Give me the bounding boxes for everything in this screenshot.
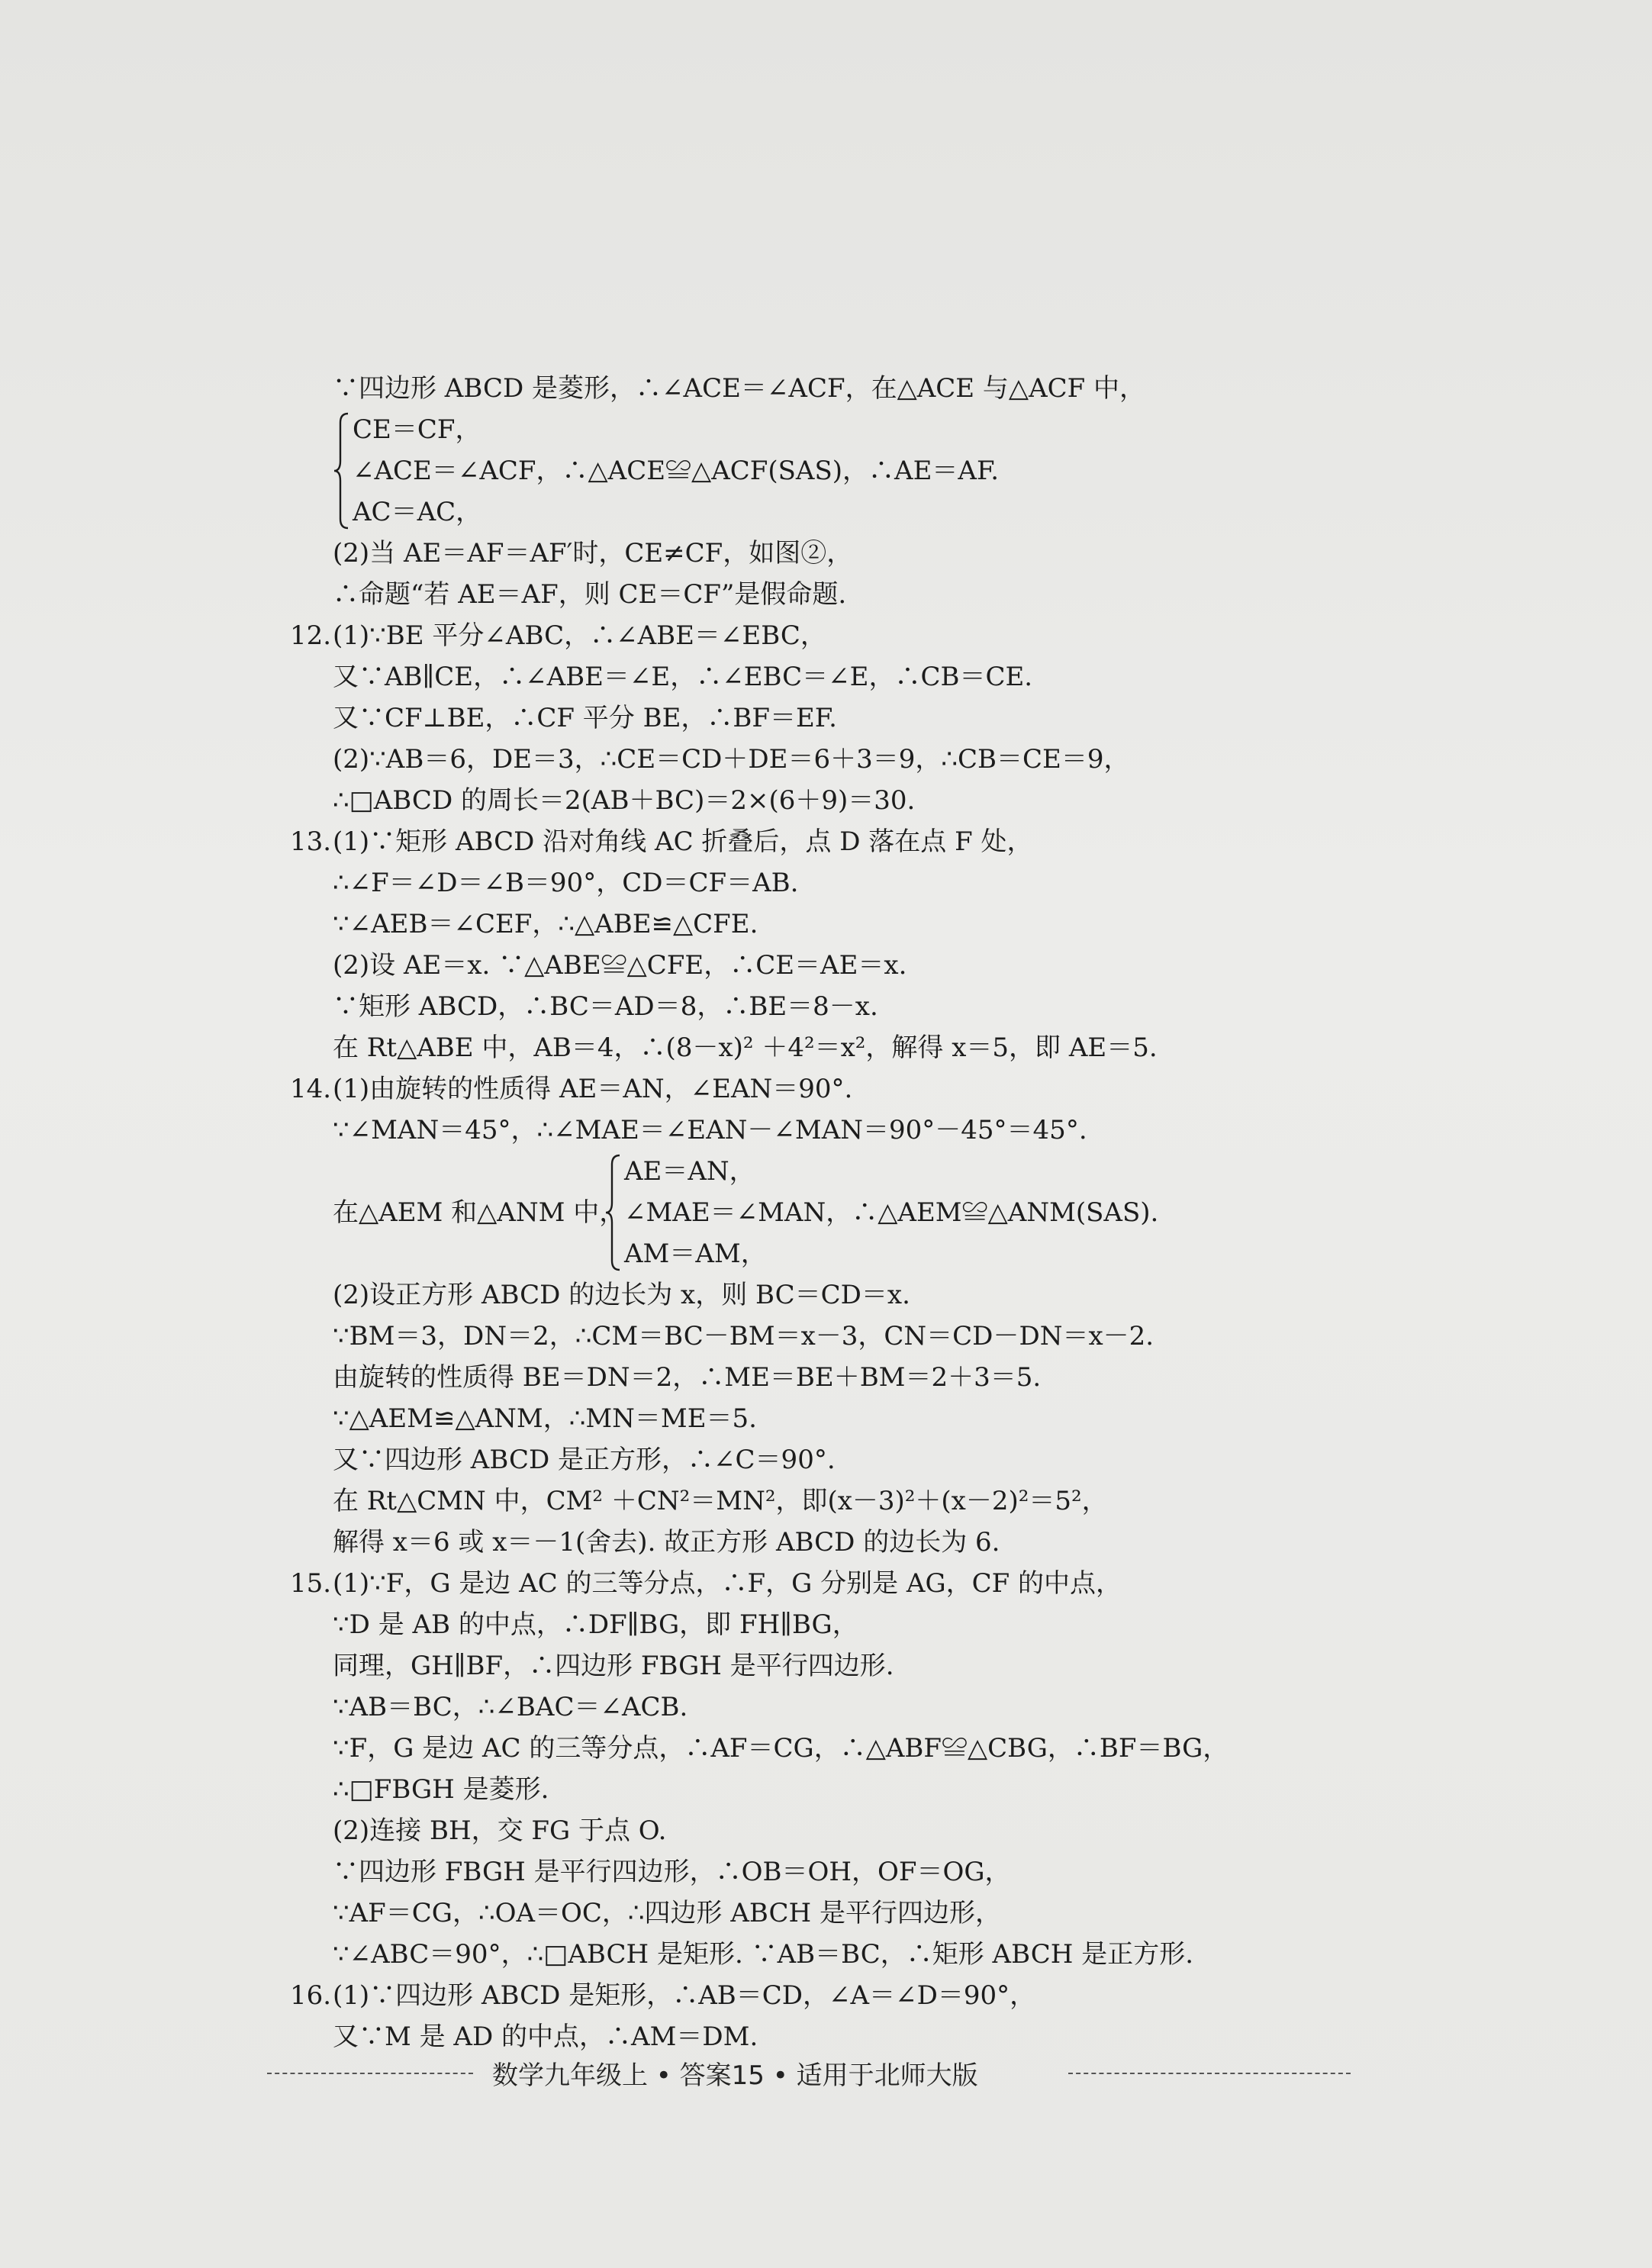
line-text: ∵D 是 AB 的中点，∴DF∥BG，即 FH∥BG，	[333, 1609, 858, 1640]
line-text: ∵∠AEB＝∠CEF，∴△ABE≌△CFE.	[333, 909, 758, 939]
footer-divider	[267, 2073, 473, 2074]
system-row: AM＝AM，	[624, 1239, 767, 1269]
line-text: 又∵M 是 AD 的中点，∴AM＝DM.	[333, 2022, 758, 2052]
system-row: AC＝AC，	[353, 497, 482, 527]
text-line	[290, 1439, 1587, 1480]
text-line	[290, 1687, 1587, 1728]
left-brace-icon	[333, 412, 349, 530]
line-text: (1)∵BE 平分∠ABC，∴∠ABE＝∠EBC，	[333, 620, 826, 651]
line-text: ∴□FBGH 是菱形.	[333, 1774, 549, 1805]
line-text: 又∵四边形 ABCD 是正方形，∴∠C＝90°.	[333, 1445, 836, 1475]
text-line	[290, 945, 1587, 986]
page-footer	[267, 2050, 1351, 2096]
line-text: ∴∠F＝∠D＝∠B＝90°，CD＝CF＝AB.	[333, 868, 799, 898]
line-text: ∴□ABCD 的周长＝2(AB＋BC)＝2×(6＋9)＝30.	[333, 785, 916, 816]
line-text: (2)∵AB＝6，DE＝3，∴CE＝CD＋DE＝6＋3＝9，∴CB＝CE＝9，	[333, 744, 1130, 775]
text-line	[290, 1851, 1587, 1893]
text-line	[290, 1316, 1587, 1357]
system-lead: 在△AEM 和△ANM 中，	[333, 1197, 626, 1228]
text-line	[290, 862, 1587, 904]
line-text: ∵AB＝BC，∴∠BAC＝∠ACB.	[333, 1692, 688, 1722]
line-text: (1)∵矩形 ABCD 沿对角线 AC 折叠后，点 D 落在点 F 处，	[333, 826, 1033, 857]
line-text: ∵矩形 ABCD，∴BC＝AD＝8，∴BE＝8－x.	[333, 991, 878, 1022]
line-text: 又∵AB∥CE，∴∠ABE＝∠E，∴∠EBC＝∠E，∴CB＝CE.	[333, 662, 1033, 692]
line-text: ∵∠ABC＝90°，∴□ABCH 是矩形. ∵AB＝BC，∴矩形 ABCH 是正方形.	[333, 1939, 1194, 1970]
text-line	[290, 1398, 1587, 1439]
footer-text: 数学九年级上 • 答案15 • 适用于北师大版	[492, 2060, 978, 2091]
text-line	[290, 1728, 1587, 1769]
footer-divider	[1068, 2073, 1351, 2074]
question-number: 13.	[290, 826, 332, 857]
text-line	[290, 1522, 1587, 1563]
system-row: ∠ACE＝∠ACF，∴△ACE≌△ACF(SAS)，∴AE＝AF.	[353, 456, 1000, 486]
system-row: CE＝CF，	[353, 414, 481, 445]
text-line	[290, 656, 1587, 697]
line-text: 解得 x＝6 或 x＝－1(舍去). 故正方形 ABCD 的边长为 6.	[333, 1527, 1000, 1558]
line-text: ∵AF＝CG，∴OA＝OC，∴四边形 ABCH 是平行四边形，	[333, 1898, 1001, 1928]
line-text: 同理，GH∥BF，∴四边形 FBGH 是平行四边形.	[333, 1651, 894, 1681]
line-text: (2)连接 BH，交 FG 于点 O.	[333, 1815, 667, 1846]
text-line	[290, 533, 1587, 574]
text-line	[290, 1480, 1587, 1522]
text-line	[290, 1027, 1587, 1068]
line-text: 由旋转的性质得 BE＝DN＝2，∴ME＝BE＋BM＝2＋3＝5.	[333, 1362, 1042, 1393]
line-text: 在 Rt△ABE 中，AB＝4，∴(8－x)² ＋4²＝x²，解得 x＝5，即 AE＝5.	[333, 1033, 1158, 1063]
text-line	[290, 986, 1587, 1027]
system-row: ∠MAE＝∠MAN，∴△AEM≌△ANM(SAS).	[624, 1197, 1159, 1228]
text-line	[290, 1810, 1587, 1851]
text-line	[290, 368, 1587, 409]
text-line	[290, 574, 1587, 615]
question-number: 14.	[290, 1074, 332, 1104]
question-number: 16.	[290, 1980, 332, 2011]
text-line	[290, 1110, 1587, 1151]
system-row: AE＝AN，	[624, 1156, 755, 1187]
line-text: 在 Rt△CMN 中，CM² ＋CN²＝MN²，即(x－3)²＋(x－2)²＝5²，	[333, 1486, 1108, 1516]
text-line	[290, 904, 1587, 945]
line-text: (1)∵F，G 是边 AC 的三等分点，∴F，G 分别是 AG，CF 的中点，	[333, 1568, 1122, 1599]
equation-system	[290, 1151, 1587, 1274]
question-number: 15.	[290, 1568, 332, 1599]
system-rows	[353, 409, 999, 533]
text-line	[290, 1769, 1587, 1810]
line-text: ∵△AEM≌△ANM，∴MN＝ME＝5.	[333, 1403, 757, 1434]
question-line	[290, 1068, 1587, 1110]
text-line	[290, 739, 1587, 780]
line-text: (2)设 AE＝x. ∵△ABE≌△CFE，∴CE＝AE＝x.	[333, 950, 907, 981]
line-text: (2)设正方形 ABCD 的边长为 x，则 BC＝CD＝x.	[333, 1280, 910, 1310]
question-line	[290, 615, 1587, 656]
question-line	[290, 1975, 1587, 2016]
question-line	[290, 1563, 1587, 1604]
line-text: ∴命题“若 AE＝AF，则 CE＝CF”是假命题.	[333, 579, 847, 610]
equation-system	[290, 409, 1587, 533]
text-line	[290, 1357, 1587, 1398]
text-line	[290, 697, 1587, 739]
line-text: 又∵CF⊥BE，∴CF 平分 BE，∴BF＝EF.	[333, 703, 837, 733]
text-line	[290, 1645, 1587, 1687]
answer-block-1	[290, 533, 1587, 1151]
text-line	[290, 1274, 1587, 1316]
line-text: ∵F，G 是边 AC 的三等分点，∴AF＝CG，∴△ABF≌△CBG，∴BF＝BG，	[333, 1733, 1229, 1764]
question-line	[290, 821, 1587, 862]
answer-content	[290, 368, 1587, 2057]
line-text: (1)由旋转的性质得 AE＝AN，∠EAN＝90°.	[333, 1074, 853, 1104]
left-brace-icon	[604, 1154, 621, 1271]
line-text: ∵四边形 ABCD 是菱形，∴∠ACE＝∠ACF，在△ACE 与△ACF 中，	[333, 373, 1146, 404]
text-line	[290, 1604, 1587, 1645]
line-text: ∵BM＝3，DN＝2，∴CM＝BC－BM＝x－3，CN＝CD－DN＝x－2.	[333, 1321, 1154, 1351]
answer-block-2	[290, 1274, 1587, 2057]
text-line	[290, 1893, 1587, 1934]
text-line	[290, 1934, 1587, 1975]
line-text: (2)当 AE＝AF＝AF′时，CE≠CF，如图②，	[333, 538, 853, 569]
text-line	[290, 780, 1587, 821]
line-text: (1)∵四边形 ABCD 是矩形，∴AB＝CD，∠A＝∠D＝90°，	[333, 1980, 1036, 2011]
question-number: 12.	[290, 620, 332, 651]
line-text: ∵四边形 FBGH 是平行四边形，∴OB＝OH，OF＝OG，	[333, 1857, 1011, 1887]
line-text: ∵∠MAN＝45°，∴∠MAE＝∠EAN－∠MAN＝90°－45°＝45°.	[333, 1115, 1087, 1145]
system-rows	[624, 1151, 1158, 1274]
